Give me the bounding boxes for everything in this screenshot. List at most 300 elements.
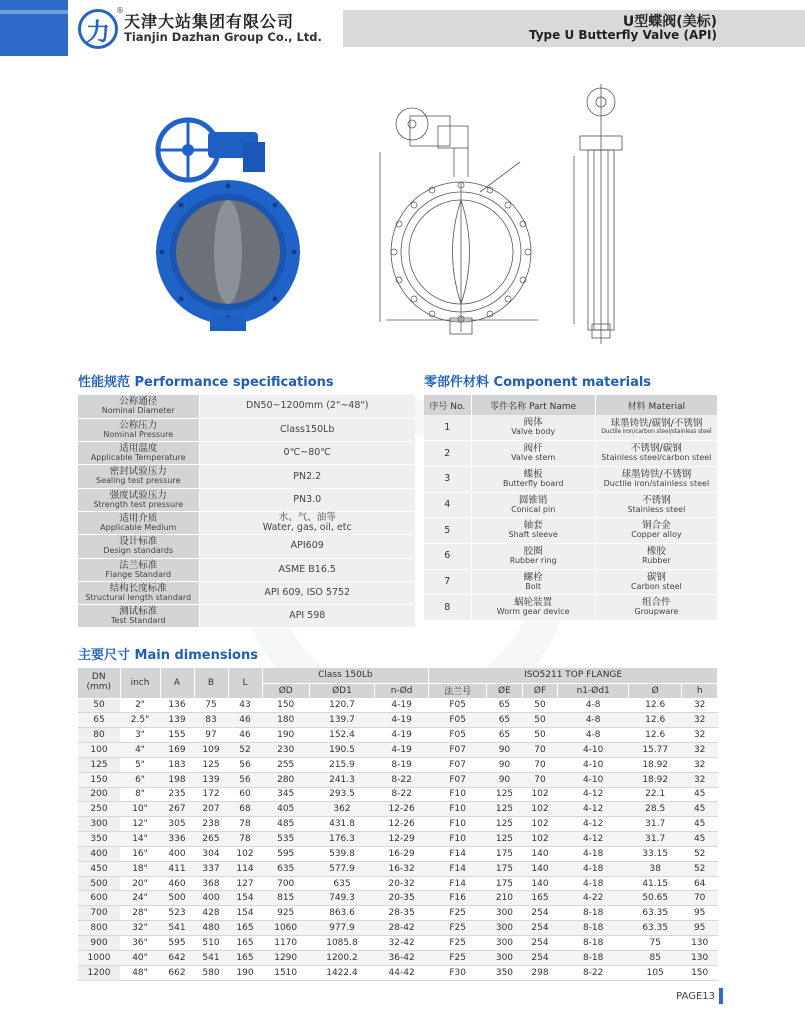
comp-row [424,595,718,621]
dim-cell: 80 [78,728,120,743]
dim-cell: 8-18 [558,936,629,951]
performance-table [78,395,415,628]
comp-name-cell [471,569,595,595]
dim-row [78,906,718,921]
dim-cell: 305 [160,817,194,832]
dim-cell: 172 [194,787,228,802]
perf-row [78,488,415,511]
comp-row [424,415,718,441]
dim-cell: 4-8 [558,713,629,728]
perf-row [78,465,415,488]
comp-name-en: Rubber ring [509,556,557,566]
dim-cell: 28" [120,906,160,921]
dim-row [78,950,718,965]
dim-cell: 4-12 [558,832,629,847]
dim-cell: 32" [120,921,160,936]
dim-cell: F05 [429,728,487,743]
comp-material-cn: 铜合金 [642,520,671,532]
dim-cell: 102 [522,832,558,847]
dim-cell: 18.92 [629,772,682,787]
dim-cell: 336 [160,832,194,847]
comp-name-cn: 轴套 [523,520,543,532]
dim-cell: 125 [487,817,523,832]
perf-row [78,511,415,534]
perf-label-cn: 强度试验压力 [109,489,167,501]
dim-cell: 541 [160,921,194,936]
dim-cell: 140 [522,846,558,861]
dim-cell: 428 [194,906,228,921]
dim-cell: 183 [160,757,194,772]
dim-cell: 165 [522,891,558,906]
dim-cell: 300 [487,921,523,936]
comp-name-cn: 胶圈 [523,546,543,558]
comp-no: 4 [424,492,471,518]
dim-cell: 125 [194,757,228,772]
dim-cell: 4-22 [558,891,629,906]
comp-material-cn: 组合件 [642,597,671,609]
perf-row [78,395,415,418]
dim-header-iso5211: ISO5211 TOP FLANGE [429,668,718,683]
dim-cell: F25 [429,921,487,936]
company-name-cn: 天津大站集团有限公司 [124,12,295,31]
perf-value-cell [199,418,415,441]
dim-cell: 175 [487,876,523,891]
dim-row [78,757,718,772]
dim-cell: 800 [78,921,120,936]
dim-cell: 535 [262,832,309,847]
perf-label-cell [78,442,199,465]
dim-cell: 4-19 [375,698,429,713]
perf-value: API609 [290,540,324,552]
perf-value: Class150Lb [280,423,335,435]
dim-cell: 577.9 [309,861,374,876]
dim-cell: 700 [78,906,120,921]
dim-cell: 50 [78,698,120,713]
perf-label-en: Sealing test pressure [96,476,181,486]
perf-row [78,558,415,581]
comp-name-en: Valve body [511,427,556,437]
dim-cell: F10 [429,832,487,847]
dim-cell: 56 [228,772,262,787]
dim-cell: 46 [228,728,262,743]
dim-cell: 38 [629,861,682,876]
perf-value-cell [199,395,415,418]
dim-cell: 125 [78,757,120,772]
dim-cell: 102 [522,787,558,802]
perf-label-cell [78,395,199,418]
dim-cell: 304 [194,846,228,861]
dim-cell: 175 [487,861,523,876]
dim-cell: 139.7 [309,713,374,728]
comp-material-en: Copper alloy [631,530,682,540]
comp-material-en: Stainless steel/carbon steel [601,453,712,463]
perf-label-cn: 公称通径 [119,396,158,408]
perf-row [78,535,415,558]
dim-cell: 12.6 [629,728,682,743]
dim-cell: 154 [228,891,262,906]
dim-cell: 4-12 [558,787,629,802]
perf-label-en: Applicable Medium [100,522,177,532]
perf-label-cn: 设计标准 [119,536,158,548]
dim-header-b: B [194,668,228,698]
dim-cell: 4-12 [558,802,629,817]
dim-cell: 70 [522,757,558,772]
page-number: PAGE13 [676,991,715,1002]
comp-row [424,492,718,518]
perf-label-en: Flange Standard [105,569,172,579]
dim-cell: 300 [487,936,523,951]
comp-material-en: Ductile iron/carbon steel/stainless steel [601,428,712,436]
comp-material-en: Carbon steel [631,581,682,591]
comp-material-en: Rubber [642,556,671,566]
dim-cell: 102 [228,846,262,861]
dim-cell: 8-22 [558,965,629,980]
comp-name-cell [471,415,595,441]
dim-cell: 4-19 [375,728,429,743]
dim-cell: 75 [194,698,228,713]
dim-cell: 165 [228,921,262,936]
dim-cell: 12-26 [375,802,429,817]
dim-cell: 595 [262,846,309,861]
perf-value: API 609, ISO 5752 [264,587,351,599]
dim-subheader: 法兰号 [429,683,487,698]
dim-cell: 22.1 [629,787,682,802]
dim-cell: 50 [522,698,558,713]
perf-row [78,442,415,465]
dim-subheader: h [682,683,718,698]
dim-cell: 43 [228,698,262,713]
header-accent-block [0,0,68,56]
dim-cell: 1510 [262,965,309,980]
dim-cell: 1200.2 [309,950,374,965]
dim-cell: 580 [194,965,228,980]
dim-subheader: ØE [487,683,523,698]
dim-cell: F10 [429,817,487,832]
dim-cell: 4" [120,743,160,758]
dim-cell: 16" [120,846,160,861]
dim-cell: 4-10 [558,757,629,772]
comp-name-cn: 阀体 [523,417,543,429]
comp-header-material: 材料 Material [595,395,717,415]
dim-row [78,787,718,802]
dim-cell: 150 [262,698,309,713]
dim-cell: 16-29 [375,846,429,861]
comp-name-cell [471,518,595,544]
dim-cell: 24" [120,891,160,906]
dim-cell: 207 [194,802,228,817]
dim-cell: 6" [120,772,160,787]
dim-cell: 32 [682,772,718,787]
dim-row [78,921,718,936]
dim-cell: 40" [120,950,160,965]
dim-cell: 500 [160,891,194,906]
dim-cell: 120.7 [309,698,374,713]
dim-cell: 65 [487,698,523,713]
dim-cell: 48" [120,965,160,980]
perf-label-en: Applicable Temperature [90,453,186,463]
comp-material-cell [595,466,717,492]
dim-cell: 400 [194,891,228,906]
dim-row [78,876,718,891]
perf-label-cn: 法兰标准 [119,559,158,571]
header-accent-stripe [0,10,68,14]
dim-cell: 405 [262,802,309,817]
dim-cell: 815 [262,891,309,906]
dim-cell: 254 [522,950,558,965]
perf-value: ASME B16.5 [278,563,336,575]
perf-value-cell [199,488,415,511]
dim-header-dn: DN (mm) [78,668,120,698]
comp-material-cell [595,492,717,518]
dim-cell: 52 [682,861,718,876]
perf-value-secondary: Water, gas, oil, etc [262,522,352,534]
dim-subheader: ØF [522,683,558,698]
dim-subheader: n1-Ød1 [558,683,629,698]
dim-subheader: n-Ød [375,683,429,698]
dim-cell: 139 [160,713,194,728]
components-table [424,395,718,621]
perf-value: 0℃~80℃ [283,447,331,459]
dim-row [78,772,718,787]
dim-cell: 83 [194,713,228,728]
dim-cell: F14 [429,861,487,876]
dim-cell: 32 [682,757,718,772]
dim-cell: 4-19 [375,743,429,758]
perf-value: API 598 [289,610,326,622]
dim-cell: 539.8 [309,846,374,861]
dim-cell: 32 [682,743,718,758]
dim-cell: 4-18 [558,846,629,861]
dim-cell: 8-22 [375,787,429,802]
dim-cell: 130 [682,950,718,965]
dim-row [78,832,718,847]
dim-cell: 33.15 [629,846,682,861]
comp-no: 5 [424,518,471,544]
dim-cell: 109 [194,743,228,758]
dim-cell: 130 [682,936,718,951]
comp-row [424,543,718,569]
dim-cell: 450 [78,861,120,876]
dim-cell: 175 [487,846,523,861]
comp-no: 7 [424,569,471,595]
dim-cell: 52 [682,846,718,861]
dim-cell: 4-19 [375,713,429,728]
dim-cell: 1085.8 [309,936,374,951]
dim-cell: 500 [78,876,120,891]
perf-value-cell [199,511,415,534]
dim-cell: 78 [228,817,262,832]
dim-cell: 12-26 [375,817,429,832]
dim-cell: 136 [160,698,194,713]
dim-cell: F14 [429,876,487,891]
dim-subheader: Ø [629,683,682,698]
dim-cell: 32 [682,713,718,728]
dim-cell: 210 [487,891,523,906]
dim-cell: 125 [487,802,523,817]
dim-cell: 431.8 [309,817,374,832]
dim-cell: 4-18 [558,876,629,891]
dim-cell: 293.5 [309,787,374,802]
dim-cell: 165 [228,936,262,951]
dim-cell: 362 [309,802,374,817]
perf-value-cell [199,581,415,604]
dim-cell: 63.35 [629,921,682,936]
dim-cell: 105 [629,965,682,980]
dim-cell: 1422.4 [309,965,374,980]
dim-row [78,698,718,713]
dim-cell: 662 [160,965,194,980]
company-name-en: Tianjin Dazhan Group Co., Ltd. [124,30,322,44]
dim-subheader: ØD1 [309,683,374,698]
dim-cell: 4-10 [558,772,629,787]
dim-cell: 95 [682,921,718,936]
dim-cell: 749.3 [309,891,374,906]
dim-cell: 139 [194,772,228,787]
perf-label-cell [78,605,199,628]
dim-row [78,861,718,876]
dim-cell: 925 [262,906,309,921]
components-section-title: 零部件材料 Component materials [424,375,652,390]
dim-cell: F10 [429,802,487,817]
dim-cell: 345 [262,787,309,802]
dim-cell: F14 [429,846,487,861]
dim-cell: 14" [120,832,160,847]
perf-value-cell [199,465,415,488]
dim-cell: 254 [522,906,558,921]
comp-material-cell [595,518,717,544]
dim-cell: 68 [228,802,262,817]
perf-label-cell [78,418,199,441]
comp-material-cell [595,415,717,441]
dim-cell: 31.7 [629,817,682,832]
dim-header-l: L [228,668,262,698]
dim-cell: 50.65 [629,891,682,906]
dim-cell: 198 [160,772,194,787]
dim-cell: 977.9 [309,921,374,936]
comp-name-cell [471,441,595,467]
dim-cell: 485 [262,817,309,832]
dim-cell: 190 [262,728,309,743]
dim-cell: 523 [160,906,194,921]
dim-cell: F10 [429,787,487,802]
comp-material-cn: 橡胶 [646,546,666,558]
perf-label-cn: 测试标准 [119,606,158,618]
dim-row [78,743,718,758]
comp-material-en: Ductile iron/stainless steel [603,479,710,488]
dim-cell: 20-32 [375,876,429,891]
dim-cell: 238 [194,817,228,832]
valve-front-drawing [370,92,550,348]
dimensions-table [78,668,718,981]
dim-cell: 400 [78,846,120,861]
comp-material-en: Groupware [634,607,679,617]
dim-cell: 4-10 [558,743,629,758]
comp-no: 1 [424,415,471,441]
comp-header-no: 序号 No. [424,395,471,415]
dim-cell: 64 [682,876,718,891]
dim-cell: 3" [120,728,160,743]
dim-cell: 8-19 [375,757,429,772]
dim-cell: 45 [682,802,718,817]
dim-row [78,891,718,906]
dim-cell: 4-8 [558,728,629,743]
dim-cell: 541 [194,950,228,965]
comp-material-cn: 球墨铸铁/碳钢/不锈钢 [610,418,703,430]
dim-cell: 1290 [262,950,309,965]
comp-name-cell [471,492,595,518]
comp-row [424,569,718,595]
perf-value: PN2.2 [293,470,322,482]
dim-cell: 350 [78,832,120,847]
dim-cell: 12-29 [375,832,429,847]
dim-cell: 337 [194,861,228,876]
perf-value-cell [199,605,415,628]
dim-cell: 28.5 [629,802,682,817]
comp-name-cn: 蝶板 [523,469,543,481]
perf-label-en: Strength test pressure [93,499,184,509]
dim-cell: 10" [120,802,160,817]
dim-cell: 85 [629,950,682,965]
dim-cell: 4-12 [558,817,629,832]
dim-cell: 140 [522,876,558,891]
dim-cell: 127 [228,876,262,891]
dim-cell: 267 [160,802,194,817]
dim-cell: 36" [120,936,160,951]
perf-label-cell [78,488,199,511]
dim-cell: 215.9 [309,757,374,772]
perf-label-cell [78,535,199,558]
dim-cell: F25 [429,936,487,951]
dim-cell: 52 [228,743,262,758]
dim-cell: 90 [487,757,523,772]
dim-header-a: A [160,668,194,698]
dim-cell: 63.35 [629,906,682,921]
dim-cell: 700 [262,876,309,891]
comp-no: 8 [424,595,471,621]
comp-material-cn: 球墨铸铁/不锈钢 [621,469,692,481]
dim-cell: 28-35 [375,906,429,921]
dim-cell: 1000 [78,950,120,965]
dim-cell: F25 [429,906,487,921]
comp-material-cell [595,543,717,569]
dim-cell: 230 [262,743,309,758]
dim-row [78,846,718,861]
valve-product-image [148,112,308,337]
comp-material-cell [595,441,717,467]
dim-cell: 300 [487,950,523,965]
dim-cell: 480 [194,921,228,936]
dim-cell: 510 [194,936,228,951]
dim-cell: F30 [429,965,487,980]
perf-label-cell [78,581,199,604]
dim-cell: 250 [78,802,120,817]
dim-cell: 600 [78,891,120,906]
dim-cell: 45 [682,787,718,802]
dim-cell: 18" [120,861,160,876]
dim-cell: 150 [682,965,718,980]
dim-cell: 265 [194,832,228,847]
perf-label-cell [78,465,199,488]
dim-cell: 190 [228,965,262,980]
comp-row [424,466,718,492]
perf-label-en: Design standards [103,546,174,556]
perf-label-en: Structural length standard [85,592,192,602]
dim-cell: 50 [522,713,558,728]
perf-label-en: Test Standard [110,616,166,626]
dim-row [78,713,718,728]
perf-label-en: Nominal Diameter [101,406,175,416]
comp-name-cn: 蜗轮装置 [514,597,553,609]
